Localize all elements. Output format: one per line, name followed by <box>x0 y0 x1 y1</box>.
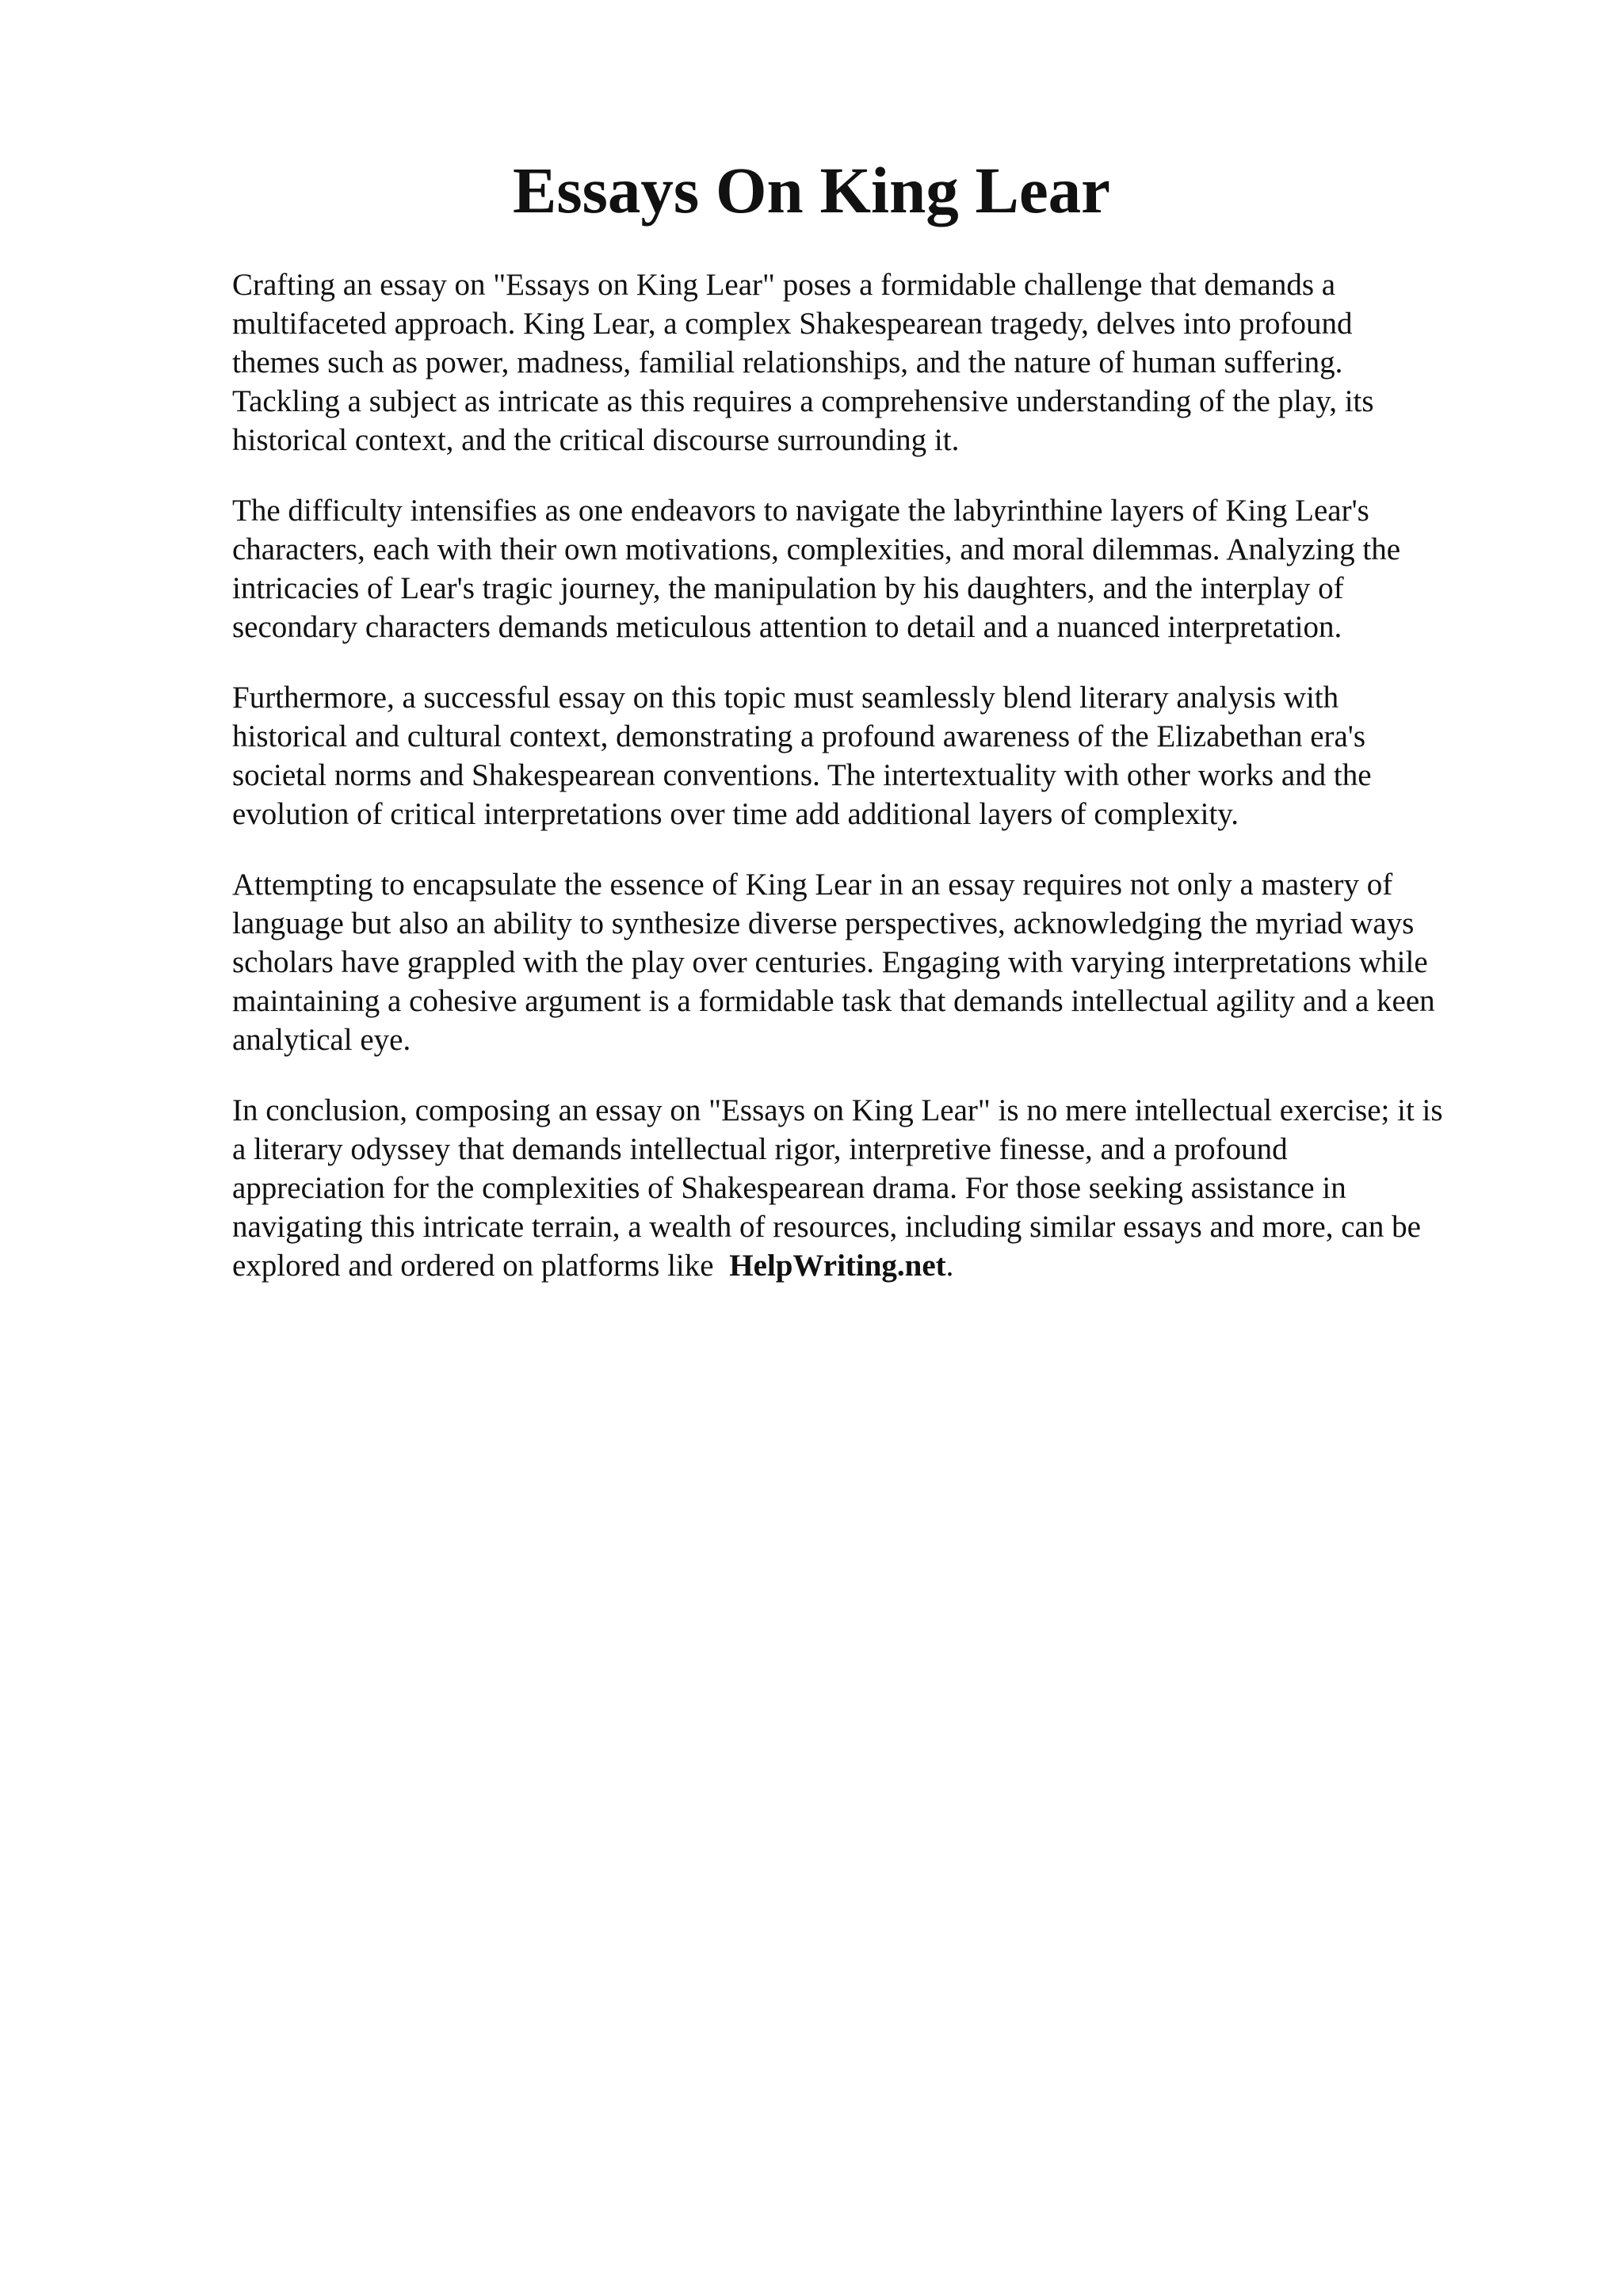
text-line: scholars have grappled with the play over centuries. Engaging with varying interpretations while <box>232 945 1428 979</box>
text-line: Tackling a subject as intricate as this requires a comprehensive understanding of the play, its <box>232 384 1374 418</box>
text-line: analytical eye. <box>232 1023 411 1057</box>
text-line: Furthermore, a successful essay on this topic must seamlessly blend literary analysis with <box>232 681 1339 715</box>
text-line: intricacies of Lear's tragic journey, the manipulation by his daughters, and the interplay of <box>232 571 1344 605</box>
closing-line <box>232 1246 1557 1285</box>
text-line: Attempting to encapsulate the essence of King Lear in an essay requires not only a mastery of <box>232 868 1393 902</box>
text-line: societal norms and Shakespearean conventions. The intertextuality with other works and the <box>232 758 1372 792</box>
closing-line-suffix: . <box>945 1249 954 1283</box>
text-line: evolution of critical interpretations over time add additional layers of complexity. <box>232 797 1239 831</box>
helpwriting-link[interactable]: HelpWriting.net <box>729 1249 946 1283</box>
text-line: maintaining a cohesive argument is a formidable task that demands intellectual agility and a keen <box>232 984 1435 1018</box>
page-title: Essays On King Lear <box>512 154 1111 227</box>
paragraph-4 <box>232 865 1557 1059</box>
text-line: Crafting an essay on "Essays on King Lear" poses a formidable challenge that demands a <box>232 268 1336 302</box>
text-line: historical and cultural context, demonstrating a profound awareness of the Elizabethan era's <box>232 719 1366 753</box>
text-line: The difficulty intensifies as one endeavors to navigate the labyrinthine layers of King Lear's <box>232 494 1369 528</box>
text-line: multifaceted approach. King Lear, a complex Shakespearean tragedy, delves into profound <box>232 307 1353 341</box>
essay-body <box>232 265 1557 1317</box>
text-line: In conclusion, composing an essay on "Essays on King Lear" is no mere intellectual exercise; it is <box>232 1093 1443 1127</box>
text-line: themes such as power, madness, familial relationships, and the nature of human suffering. <box>232 345 1343 379</box>
text-line: appreciation for the complexities of Shakespearean drama. For those seeking assistance in <box>232 1171 1346 1205</box>
closing-line-prefix: explored and ordered on platforms like <box>232 1249 722 1283</box>
text-line: a literary odyssey that demands intellectual rigor, interpretive finesse, and a profound <box>232 1132 1288 1166</box>
text-line: historical context, and the critical discourse surrounding it. <box>232 423 960 457</box>
paragraph-2 <box>232 491 1557 646</box>
paragraph-3 <box>232 678 1557 833</box>
text-line: navigating this intricate terrain, a wealth of resources, including similar essays and more, can be <box>232 1210 1421 1244</box>
text-line: characters, each with their own motivations, complexities, and moral dilemmas. Analyzing the <box>232 532 1401 566</box>
paragraph-1 <box>232 265 1557 460</box>
text-line: secondary characters demands meticulous attention to detail and a nuanced interpretation. <box>232 610 1342 644</box>
paragraph-5 <box>232 1091 1557 1285</box>
text-line: language but also an ability to synthesize diverse perspectives, acknowledging the myriad ways <box>232 906 1415 940</box>
